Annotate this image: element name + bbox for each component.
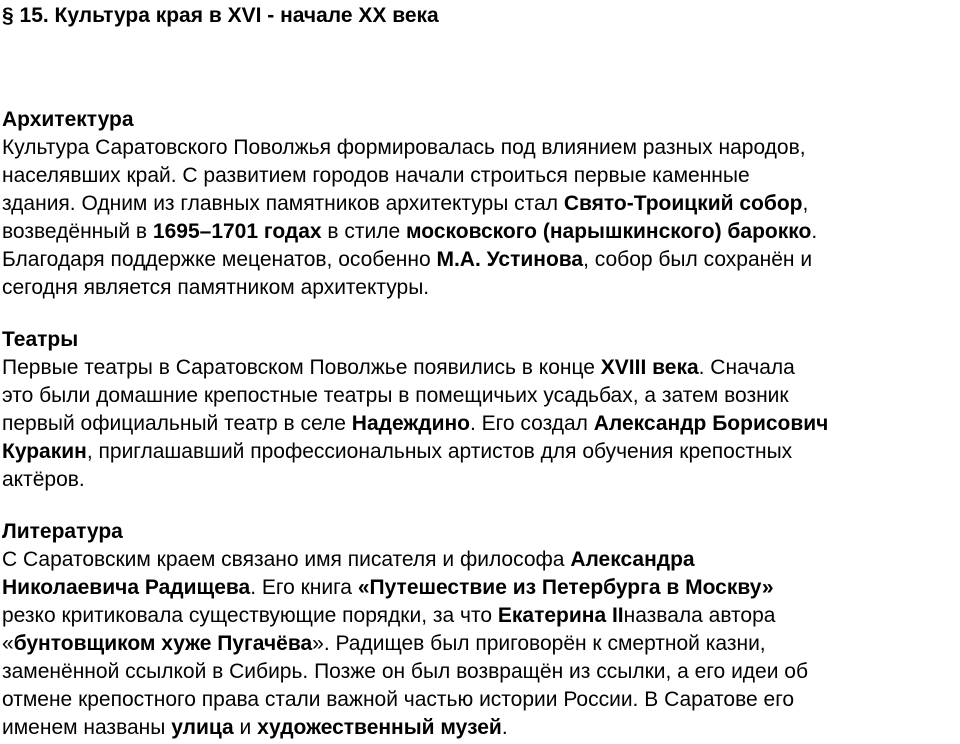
section-heading: Архитектура	[2, 108, 134, 131]
text-line	[2, 218, 960, 246]
bold-text: Свято-Троицкий собор	[563, 192, 803, 215]
text-run: заменённой ссылкой в Сибирь. Позже он был возвращён из ссылки, а его идеи об	[2, 660, 808, 683]
text-line	[2, 546, 960, 574]
section-heading: Театры	[2, 328, 79, 351]
bold-text: Николаевича Радищева	[2, 576, 251, 599]
bold-text: Александр Борисович	[593, 412, 829, 435]
text-line	[2, 354, 960, 382]
text-run: Благодаря поддержке меценатов, особенно	[2, 248, 437, 271]
text-line	[2, 190, 960, 218]
text-line	[2, 246, 960, 274]
section-architecture	[2, 106, 960, 302]
text-line	[2, 274, 960, 302]
text-run: Первые театры в Саратовском Поволжье появились в конце	[2, 356, 601, 379]
text-line	[2, 438, 960, 466]
bold-text: Надеждино	[351, 412, 470, 435]
bold-text: Екатерина II	[497, 604, 624, 627]
bold-text: Куракин	[2, 440, 87, 463]
bold-text: 1695–1701 годах	[152, 220, 322, 243]
text-run: здания. Одним из главных памятников архитектуры стал	[2, 192, 564, 215]
text-run: . Сначала	[698, 356, 795, 379]
bold-text: бунтовщиком хуже Пугачёва	[13, 632, 313, 655]
bold-text: Александра	[570, 548, 695, 571]
text-run: назвала автора	[623, 604, 776, 627]
text-run: актёров.	[2, 468, 85, 491]
text-line	[2, 630, 960, 658]
text-line	[2, 162, 960, 190]
text-line	[2, 410, 960, 438]
text-run: .	[501, 716, 508, 739]
text-run: именем названы	[2, 716, 172, 739]
text-run: , приглашавший профессиональных артистов для обучения крепостных	[86, 440, 793, 463]
section-literature	[2, 518, 960, 742]
text-run: первый официальный театр в селе	[2, 412, 352, 435]
text-line	[2, 574, 960, 602]
text-line	[2, 134, 960, 162]
bold-text: московского (нарышкинского) барокко	[406, 220, 812, 243]
text-run: . Его книга	[250, 576, 358, 599]
text-line	[2, 466, 960, 494]
text-run: . Его создал	[470, 412, 594, 435]
bold-text: художественный музей	[257, 716, 502, 739]
bold-text: XVIII века	[600, 356, 699, 379]
section-body	[2, 354, 960, 494]
text-line	[2, 602, 960, 630]
text-run: и	[233, 716, 258, 739]
text-run: ». Радищев был приговорён к смертной казни,	[312, 632, 766, 655]
text-run: ,	[802, 192, 809, 215]
section-body	[2, 134, 960, 302]
text-run: возведённый в	[2, 220, 153, 243]
text-line	[2, 714, 960, 742]
text-line	[2, 382, 960, 410]
text-run: населявших край. С развитием городов начали строиться первые каменные	[2, 164, 750, 187]
text-run: Культура Саратовского Поволжья формировалась под влиянием разных народов,	[2, 136, 806, 159]
text-line	[2, 658, 960, 686]
text-run: С Саратовским краем связано имя писателя и философа	[2, 548, 571, 571]
text-run: это были домашние крепостные театры в помещичьих усадьбах, а затем возник	[2, 384, 789, 407]
section-body	[2, 546, 960, 742]
text-run: резко критиковала существующие порядки, за что	[2, 604, 498, 627]
page-title: § 15. Культура края в XVI - начале XX века	[2, 4, 439, 27]
section-heading: Литература	[2, 520, 123, 543]
bold-text: М.А. Устинова	[436, 248, 584, 271]
text-run: сегодня является памятником архитектуры.	[2, 276, 430, 299]
text-run: «	[2, 632, 14, 655]
text-run: отмене крепостного права стали важной частью истории России. В Саратове его	[2, 688, 795, 711]
bold-text: улица	[171, 716, 234, 739]
text-run: , собор был сохранён и	[583, 248, 813, 271]
bold-text: «Путешествие из Петербурга в Москву»	[357, 576, 774, 599]
text-run: .	[811, 220, 818, 243]
text-line	[2, 686, 960, 714]
text-run: в стиле	[321, 220, 407, 243]
section-theaters	[2, 326, 960, 494]
